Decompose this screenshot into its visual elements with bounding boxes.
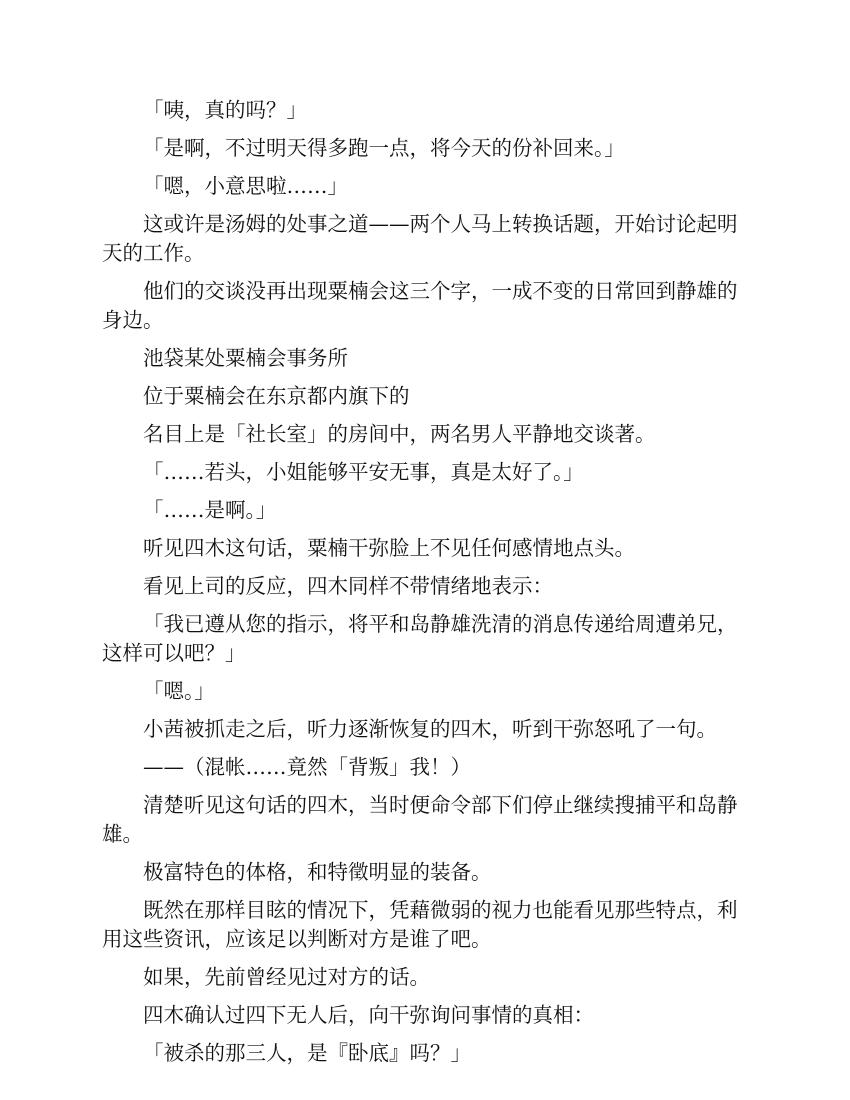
- paragraph: 「……是啊。」: [143, 498, 277, 522]
- paragraph: 位于粟楠会在东京都内旗下的: [143, 384, 410, 408]
- paragraph: 池袋某处粟楠会事务所: [143, 346, 348, 370]
- paragraph: 他们的交谈没再出现粟楠会这三个字，一成不变的日常回到静雄的身边。: [102, 279, 738, 332]
- paragraph: 如果，先前曾经见过对方的话。: [143, 965, 430, 989]
- paragraph: 「我已遵从您的指示，将平和岛静雄洗清的消息传递给周遭弟兄，这样可以吧？」: [102, 612, 738, 665]
- paragraph: 「嗯，小意思啦……」: [143, 174, 348, 198]
- paragraph: 「……若头，小姐能够平安无事，真是太好了。」: [143, 460, 584, 484]
- paragraph: ——（混帐……竟然「背叛」我！）: [143, 755, 471, 779]
- paragraph: 极富特色的体格，和特徵明显的装备。: [143, 860, 492, 884]
- paragraph: 小茜被抓走之后，听力逐渐恢复的四木，听到干弥怒吼了一句。: [143, 717, 717, 741]
- paragraph: 四木确认过四下无人后，向干弥询问事情的真相：: [143, 1003, 594, 1027]
- paragraph: 名目上是「社长室」的房间中，两名男人平静地交谈著。: [143, 422, 656, 446]
- body-text: [102, 96, 750, 1077]
- paragraph: 「是啊，不过明天得多跑一点，将今天的份补回来。」: [143, 136, 625, 160]
- paragraph: 「被杀的那三人，是『卧底』吗？」: [143, 1041, 471, 1065]
- paragraph: 清楚听见这句话的四木，当时便命令部下们停止继续搜捕平和岛静雄。: [102, 793, 738, 846]
- paragraph: 这或许是汤姆的处事之道——两个人马上转换话题，开始讨论起明天的工作。: [102, 212, 738, 265]
- paragraph: 听见四木这句话，粟楠干弥脸上不见任何感情地点头。: [143, 536, 635, 560]
- paragraph: 「嗯。」: [143, 679, 215, 703]
- paragraph: 既然在那样目眩的情况下，凭藉微弱的视力也能看见那些特点，利用这些资讯，应该足以判断对方是谁了吧。: [102, 898, 738, 951]
- paragraph: 看见上司的反应，四木同样不带情绪地表示：: [143, 574, 553, 598]
- paragraph: 「咦，真的吗？」: [143, 98, 307, 122]
